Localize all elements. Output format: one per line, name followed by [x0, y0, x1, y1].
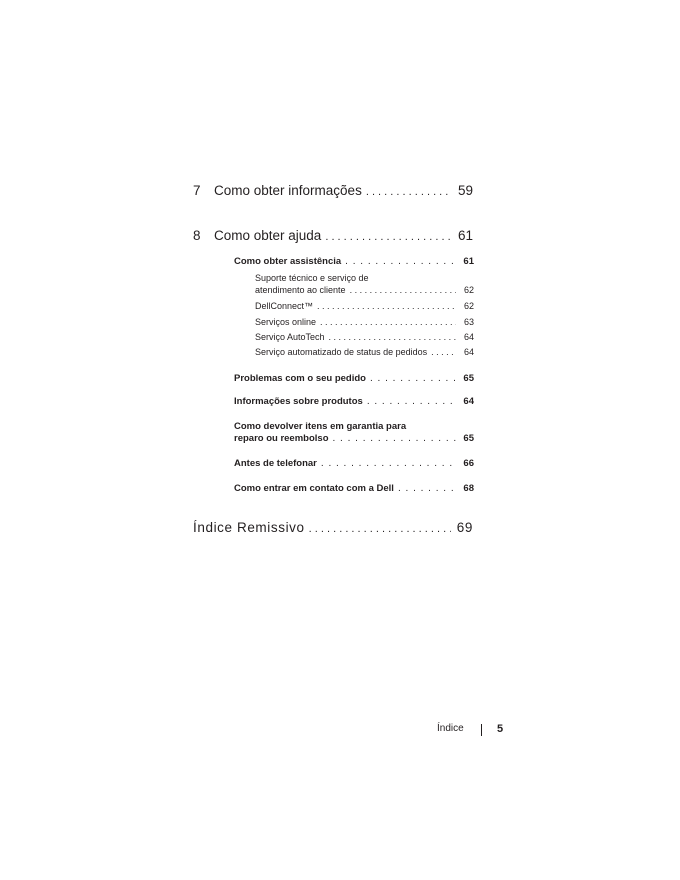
section-title: Como entrar em contato com a Dell	[234, 483, 394, 494]
page-number: 64	[463, 347, 474, 357]
subsection-title: Serviço AutoTech	[255, 332, 325, 342]
page-number: 61	[457, 228, 473, 243]
page-number: 62	[463, 301, 474, 311]
toc-entry-indice-remissivo	[193, 520, 473, 535]
dot-leader	[320, 317, 456, 327]
dot-leader	[317, 301, 456, 311]
dot-leader	[321, 458, 456, 469]
dot-leader	[366, 186, 451, 198]
toc-entry-status-de-pedidos	[255, 347, 474, 357]
index-title: Índice Remissivo	[193, 520, 305, 535]
section-title: Problemas com o seu pedido	[234, 373, 366, 384]
toc-entry-servicos-online	[255, 317, 474, 327]
dot-leader	[398, 483, 456, 494]
footer-section-label: Índice	[437, 723, 464, 734]
dot-leader	[431, 347, 456, 357]
dot-leader	[367, 396, 456, 407]
page-number: 65	[463, 433, 474, 444]
toc-entry-contato-dell	[234, 483, 474, 494]
page-number: 64	[463, 332, 474, 342]
toc-entry-suporte-tecnico	[255, 285, 474, 295]
dot-leader	[345, 256, 456, 267]
dot-leader	[370, 373, 456, 384]
subsection-title: Serviços online	[255, 317, 317, 327]
page-number: 69	[456, 520, 473, 535]
section-title-line2: reparo ou reembolso	[234, 433, 329, 444]
toc-entry-como-devolver-line1	[234, 421, 406, 432]
dot-leader	[309, 523, 451, 535]
footer-divider	[481, 724, 482, 736]
dot-leader	[329, 332, 456, 342]
page-number: 63	[463, 317, 474, 327]
toc-entry-como-devolver	[234, 433, 474, 444]
toc-entry-dellconnect	[255, 301, 474, 311]
chapter-title: Como obter ajuda	[214, 228, 322, 243]
section-title: Antes de telefonar	[234, 458, 317, 469]
page-number: 64	[463, 396, 474, 407]
page-number: 62	[463, 285, 474, 295]
section-title: Como obter assistência	[234, 256, 342, 267]
footer-page-number: 5	[497, 723, 504, 735]
chapter-number: 7	[193, 183, 201, 198]
dot-leader	[325, 231, 451, 243]
page-number: 61	[463, 256, 474, 267]
page-number: 59	[457, 183, 473, 198]
subsection-title-line2: atendimento ao cliente	[255, 285, 346, 295]
toc-entry-como-obter-assistencia	[234, 256, 474, 267]
toc-entry-suporte-tecnico-line1	[255, 273, 474, 283]
toc-entry-problemas-com-pedido	[234, 373, 474, 384]
toc-entry-servico-autotech	[255, 332, 474, 342]
subsection-title: Serviço automatizado de status de pedidos	[255, 347, 428, 357]
section-title: Informações sobre produtos	[234, 396, 363, 407]
toc-entry-chapter-8	[193, 228, 473, 243]
page-number: 65	[463, 373, 474, 384]
toc-entry-informacoes-produtos	[234, 396, 474, 407]
chapter-title: Como obter informações	[214, 183, 362, 198]
toc-entry-chapter-7	[193, 183, 473, 198]
dot-leader	[350, 285, 456, 295]
section-title-line1: Como devolver itens em garantia para	[234, 421, 407, 432]
page-number: 68	[463, 483, 474, 494]
page-number: 66	[463, 458, 474, 469]
toc-entry-antes-de-telefonar	[234, 458, 474, 469]
subsection-title: DellConnect™	[255, 301, 314, 311]
chapter-number: 8	[193, 228, 201, 243]
dot-leader	[333, 433, 457, 444]
subsection-title-line1: Suporte técnico e serviço de	[255, 273, 369, 283]
